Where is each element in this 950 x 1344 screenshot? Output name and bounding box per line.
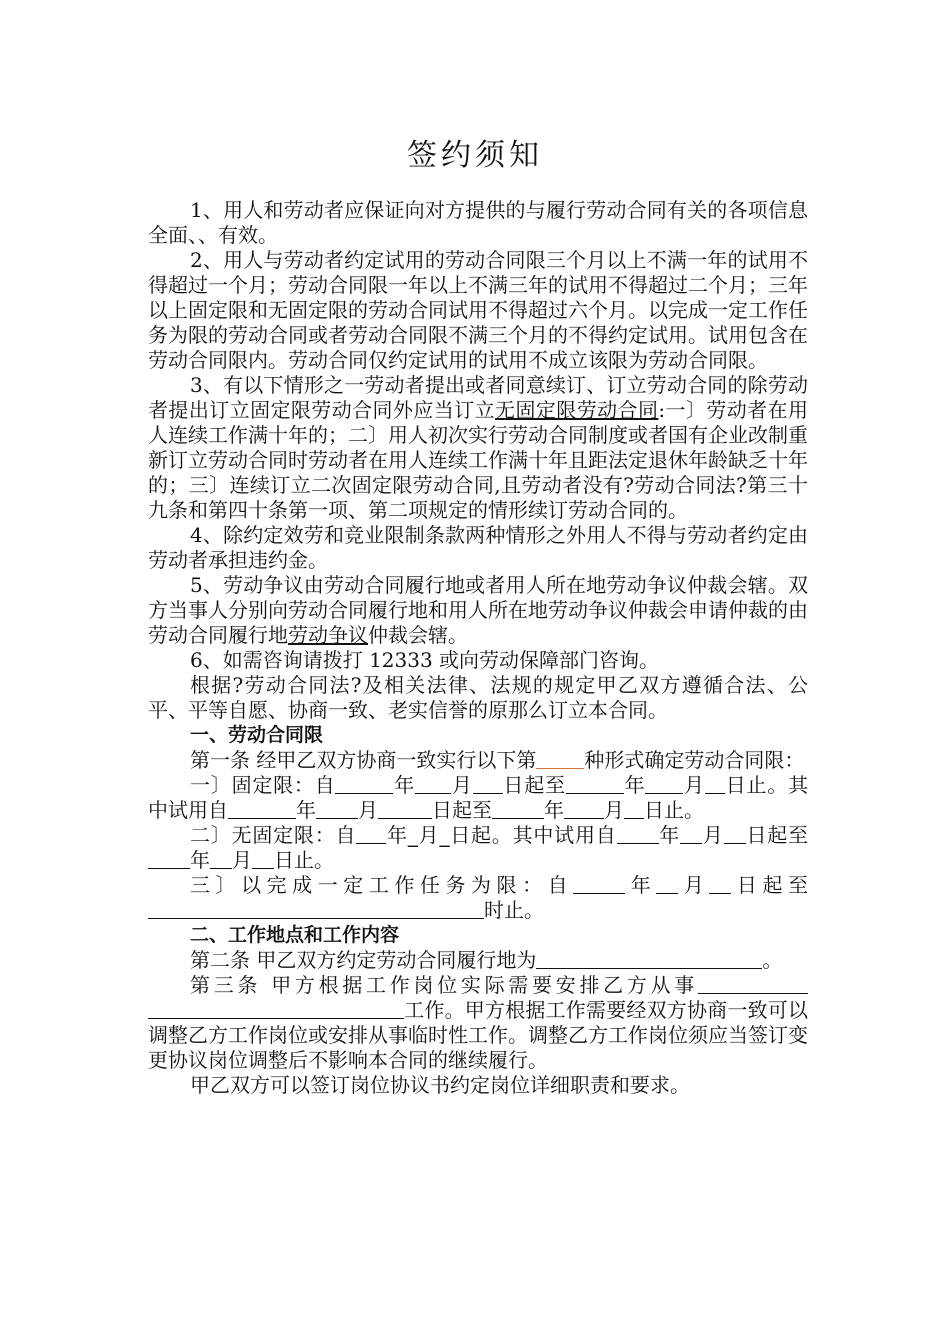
year-label: 年 [623,773,646,797]
note-4: 4、除约定效劳和竞业限制条款两种情形之外用人不得与劳动者约定由劳动者承担违约金。 [148,523,808,572]
article-3 [148,973,808,1073]
note-3-text-a: 3、有以下情形之一劳动者提出或者同意续订、订立劳动合同的除劳动者提出订立固定限劳动合同外应当订立 [148,373,808,422]
month-label: 月 [358,798,378,822]
work-place-blank[interactable] [536,950,762,969]
document-title: 签约须知 [407,138,543,173]
year-label: 年 [296,798,316,822]
open-term-line [148,823,808,873]
month-label: 月 [683,773,705,797]
from-label: 起至 [767,823,809,847]
month-label: 月 [451,773,473,797]
job-position-blank-2[interactable] [148,1000,404,1019]
fixed-term-prefix: 一〕固定限：自 [190,773,336,797]
note-3-text-b: :一〕劳动者在用人连续工作满十年的；二〕用人初次实行劳动合同制度或者国有企业改制重新订立劳动合同时劳动者在用人连续工作满十年且距法定退休年龄缺乏十年的；三〕连续订立二次固定限劳动合同,且劳动者没有?劳动合同法?第三十九条和第四十条第一项、第二项规定的情形续订劳动合同的。 [148,398,808,522]
from-label: 日起至 [502,773,566,797]
section-1-heading: 一、劳动合同限 [190,724,324,746]
open-trial-end-day-blank[interactable] [252,850,274,869]
contract-form-blank[interactable] [536,750,584,769]
task-completion-blank[interactable] [148,900,484,919]
year-label: 年 [190,848,210,872]
note-5-text-b: 仲裁会辖。 [368,623,468,647]
fixed-start-month-blank[interactable] [415,775,451,794]
note-1: 1、用人和劳动者应保证向对方提供的与履行劳动合同有关的各项信息全面、、有效。 [148,198,808,247]
open-trial-end-month-blank[interactable] [210,850,232,869]
trial-start-day-blank[interactable] [378,800,432,819]
year-label: 年 [544,798,564,822]
note-3-underlined: 无固定限劳动合同 [495,398,659,422]
fixed-end-day-blank[interactable] [705,775,725,794]
fixed-start-day-blank[interactable] [473,775,503,794]
open-start-year-blank[interactable] [356,825,386,844]
note-2: 2、用人与劳动者约定试用的劳动合同限三个月以上不满一年的试用不得超过一个月；劳动合同限一年以上不满三年的试用不得超过二个月；三年以上固定限和无固定限的劳动合同试用不得超过六个月。以完成一定工作任务为限的劳动合同或者劳动合同限不满三个月的不得约定试用。试用包含在劳动合同限内。劳动合同仅约定试用的试用不成立该限为劳动合同限。 [148,248,808,372]
task-start-month-blank[interactable] [656,875,678,894]
fixed-end-month-blank[interactable] [645,775,683,794]
trial-from-label: 日止。其中试用自 [148,773,809,822]
trial-start-month-blank[interactable] [316,800,358,819]
end-label: 日止。 [644,798,704,822]
trial-end-day-blank[interactable] [624,800,644,819]
article-3-agreement: 甲乙双方可以签订岗位协议书约定岗位详细职责和要求。 [190,1073,690,1097]
note-3 [148,373,808,523]
article-3-text-b: 工作。甲方根据工作需要经双方协商一致可以调整乙方工作岗位或安排从事临时性工作。调整乙方工作岗位须应当签订变更协议岗位调整后不影响本合同的继续履行。 [148,998,808,1072]
article-2 [148,948,808,973]
task-term-prefix: 三〕以完成一定工作任务为限：自 [190,873,574,897]
year-label: 年 [393,773,416,797]
from-label: 日起至 [731,873,809,897]
open-term-prefix: 二〕无固定限：自 [190,823,357,847]
end-label: 时止。 [484,898,544,922]
month-label: 月 [678,873,710,897]
fixed-term-line [148,773,808,823]
month-label: 月 [702,823,724,847]
article-1-text-b: 种形式确定劳动合同限： [584,748,805,772]
task-start-day-blank[interactable] [709,875,731,894]
task-start-year-blank[interactable] [573,875,625,894]
year-label: 年 [658,823,681,847]
note-6: 6、如需咨询请拨打 12333 或向劳动保障部门咨询。 [190,648,660,672]
open-term-mid: 年_月_日起。其中试用自 [386,823,617,847]
trial-end-year-blank[interactable] [492,800,544,819]
day-label: 日 [745,823,768,847]
article-2-end: 。 [762,948,783,972]
from-label: 日起至 [432,798,492,822]
document-body [148,198,808,1098]
note-5-text-a: 5、劳动争议由劳动合同履行地或者用人所在地劳动争议仲裁会辖。双方当事人分别向劳动合同履行地和用人所在地劳动争议仲裁会申请仲裁的由劳动合同履行地 [148,573,808,647]
article-1-text-a: 第一条 经甲乙双方协商一致实行以下第 [190,748,537,772]
open-trial-start-year-blank[interactable] [617,825,659,844]
open-trial-start-day-blank[interactable] [724,825,746,844]
article-1 [148,748,808,773]
task-term-line [148,873,808,923]
end-label: 日止。 [274,848,334,872]
job-position-blank-1[interactable] [698,975,808,994]
note-5 [148,573,808,648]
section-2-heading: 二、工作地点和工作内容 [190,924,400,946]
basis-paragraph: 根据?劳动合同法?及相关法律、法规的规定甲乙双方遵循合法、公平、平等自愿、协商一致、老实信誉的原那么订立本合同。 [148,673,808,722]
month-label: 月 [232,848,252,872]
trial-end-month-blank[interactable] [564,800,604,819]
fixed-end-year-blank[interactable] [566,775,624,794]
open-trial-start-month-blank[interactable] [680,825,702,844]
year-label: 年 [625,873,657,897]
article-3-text-a: 第三条 甲方根据工作岗位实际需要安排乙方从事 [190,973,698,997]
article-2-text: 第二条 甲乙双方约定劳动合同履行地为 [190,948,537,972]
trial-start-year-blank[interactable] [228,800,296,819]
fixed-start-year-blank[interactable] [335,775,393,794]
note-5-underlined: 劳动争议 [288,623,368,647]
open-trial-end-year-blank[interactable] [148,850,190,869]
month-label: 月 [604,798,624,822]
